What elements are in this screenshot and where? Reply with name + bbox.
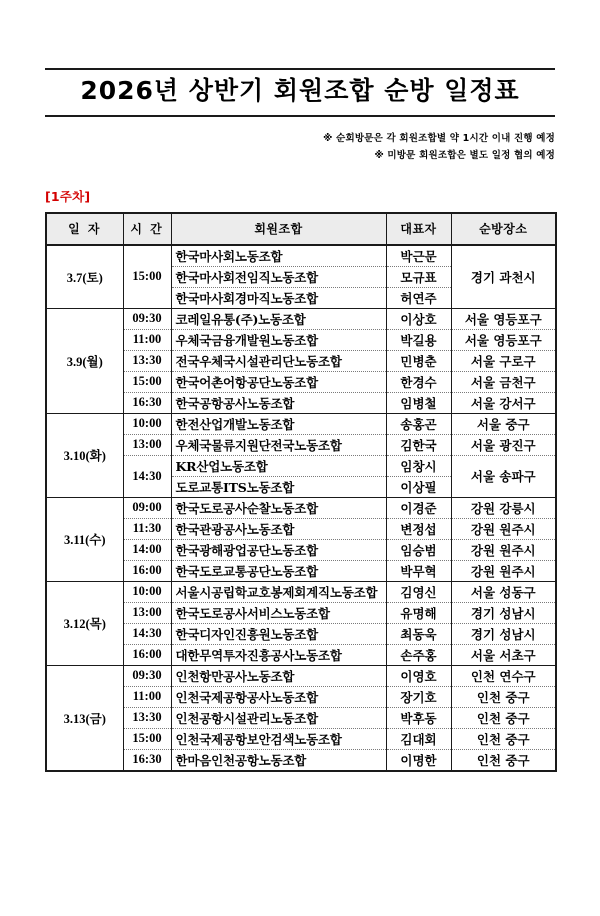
table-row [46, 623, 556, 644]
cell-place: 서울 송파구 [451, 455, 556, 497]
table-row [46, 434, 556, 455]
week-label: [1주차] [45, 188, 91, 204]
cell-time: 13:00 [123, 602, 171, 623]
table-row [46, 560, 556, 581]
cell-union-name: 한국마사회노동조합 [171, 245, 386, 267]
cell-date: 3.9(월) [46, 308, 123, 413]
table-row [46, 350, 556, 371]
table-row [46, 707, 556, 728]
cell-time: 14:30 [123, 455, 171, 497]
table-row [46, 497, 556, 518]
cell-representative: 임병철 [386, 392, 451, 413]
table-row [46, 581, 556, 602]
cell-date: 3.10(화) [46, 413, 123, 497]
table-row [46, 749, 556, 771]
cell-representative: 최동욱 [386, 623, 451, 644]
cell-union-name: 한국광해광업공단노동조합 [171, 539, 386, 560]
column-header-union: 회원조합 [171, 213, 386, 245]
cell-representative: 이영호 [386, 665, 451, 686]
cell-place: 서울 서초구 [451, 644, 556, 665]
cell-place: 서울 구로구 [451, 350, 556, 371]
cell-date: 3.13(금) [46, 665, 123, 771]
cell-time: 09:00 [123, 497, 171, 518]
cell-union-name: 인천국제공항공사노동조합 [171, 686, 386, 707]
note-line-1: ※ 순회방문은 각 회원조합별 약 1시간 이내 진행 예정 [323, 132, 555, 144]
cell-place: 강원 강릉시 [451, 497, 556, 518]
cell-representative: 장기호 [386, 686, 451, 707]
cell-time: 15:00 [123, 728, 171, 749]
table-row [46, 665, 556, 686]
cell-union-name: 한국도로교통공단노동조합 [171, 560, 386, 581]
cell-place: 서울 영등포구 [451, 308, 556, 329]
cell-representative: 변정섭 [386, 518, 451, 539]
cell-time: 14:00 [123, 539, 171, 560]
cell-time: 10:00 [123, 413, 171, 434]
cell-union-name: 한전산업개발노동조합 [171, 413, 386, 434]
cell-union-name: 우체국금융개발원노동조합 [171, 329, 386, 350]
cell-place: 경기 성남시 [451, 623, 556, 644]
cell-time: 11:30 [123, 518, 171, 539]
column-header-place: 순방장소 [451, 213, 556, 245]
cell-time: 09:30 [123, 308, 171, 329]
cell-representative: 박근문 [386, 245, 451, 267]
cell-place: 강원 원주시 [451, 560, 556, 581]
cell-union-name: 인천공항시설관리노동조합 [171, 707, 386, 728]
cell-union-name: 한국도로공사서비스노동조합 [171, 602, 386, 623]
cell-time: 16:00 [123, 560, 171, 581]
cell-union-name: 대한무역투자진흥공사노동조합 [171, 644, 386, 665]
cell-place: 강원 원주시 [451, 539, 556, 560]
column-header-date: 일 자 [46, 213, 123, 245]
table-row [46, 413, 556, 434]
cell-place: 서울 중구 [451, 413, 556, 434]
column-header-time: 시 간 [123, 213, 171, 245]
table-row [46, 308, 556, 329]
cell-union-name: 서울시공립학교호봉제회계직노동조합 [171, 581, 386, 602]
cell-representative: 이명한 [386, 749, 451, 771]
cell-place: 인천 연수구 [451, 665, 556, 686]
note-line-2: ※ 미방문 회원조합은 별도 일정 협의 예정 [374, 150, 555, 162]
cell-place: 서울 금천구 [451, 371, 556, 392]
cell-place: 인천 중구 [451, 749, 556, 771]
cell-union-name: 인천항만공사노동조합 [171, 665, 386, 686]
cell-union-name: 한국마사회경마직노동조합 [171, 287, 386, 308]
cell-time: 11:00 [123, 686, 171, 707]
cell-date: 3.12(목) [46, 581, 123, 665]
document-page [0, 68, 600, 916]
header-notes [45, 130, 555, 165]
cell-representative: 박후동 [386, 707, 451, 728]
cell-time: 15:00 [123, 245, 171, 309]
cell-union-name: 우체국물류지원단전국노동조합 [171, 434, 386, 455]
cell-union-name: 한마음인천공항노동조합 [171, 749, 386, 771]
cell-place: 서울 영등포구 [451, 329, 556, 350]
cell-representative: 송홍곤 [386, 413, 451, 434]
cell-representative: 유명해 [386, 602, 451, 623]
cell-union-name: 인천국제공항보안검색노동조합 [171, 728, 386, 749]
cell-time: 14:30 [123, 623, 171, 644]
cell-representative: 임승범 [386, 539, 451, 560]
cell-union-name: 전국우체국시설관리단노동조합 [171, 350, 386, 371]
cell-time: 13:30 [123, 350, 171, 371]
header-row [46, 213, 556, 245]
cell-time: 16:00 [123, 644, 171, 665]
cell-place: 강원 원주시 [451, 518, 556, 539]
cell-representative: 이경준 [386, 497, 451, 518]
cell-place: 서울 강서구 [451, 392, 556, 413]
table-row [46, 539, 556, 560]
cell-representative: 박길용 [386, 329, 451, 350]
cell-union-name: 한국공항공사노동조합 [171, 392, 386, 413]
cell-representative: 임창시 [386, 455, 451, 476]
cell-time: 10:00 [123, 581, 171, 602]
cell-representative: 손주홍 [386, 644, 451, 665]
cell-time: 15:00 [123, 371, 171, 392]
cell-representative: 박무혁 [386, 560, 451, 581]
cell-time: 09:30 [123, 665, 171, 686]
cell-representative: 이상필 [386, 476, 451, 497]
cell-place: 인천 중구 [451, 728, 556, 749]
cell-date: 3.11(수) [46, 497, 123, 581]
cell-time: 11:00 [123, 329, 171, 350]
table-row [46, 518, 556, 539]
cell-place: 서울 광진구 [451, 434, 556, 455]
cell-union-name: 한국어촌어항공단노동조합 [171, 371, 386, 392]
schedule-table [45, 212, 557, 772]
cell-time: 16:30 [123, 392, 171, 413]
table-row [46, 728, 556, 749]
cell-place: 경기 과천시 [451, 245, 556, 309]
cell-union-name: 한국도로공사순찰노동조합 [171, 497, 386, 518]
table-row [46, 455, 556, 476]
cell-time: 13:30 [123, 707, 171, 728]
cell-representative: 김한국 [386, 434, 451, 455]
cell-union-name: 도로교통ITS노동조합 [171, 476, 386, 497]
cell-place: 경기 성남시 [451, 602, 556, 623]
cell-place: 인천 중구 [451, 686, 556, 707]
cell-representative: 이상호 [386, 308, 451, 329]
table-row [46, 392, 556, 413]
cell-union-name: 한국관광공사노동조합 [171, 518, 386, 539]
table-row [46, 686, 556, 707]
table-row [46, 329, 556, 350]
table-row [46, 245, 556, 267]
cell-union-name: 한국마사회전임직노동조합 [171, 266, 386, 287]
cell-place: 인천 중구 [451, 707, 556, 728]
table-row [46, 371, 556, 392]
cell-time: 13:00 [123, 434, 171, 455]
column-header-representative: 대표자 [386, 213, 451, 245]
cell-representative: 한경수 [386, 371, 451, 392]
cell-date: 3.7(토) [46, 245, 123, 309]
cell-representative: 김영신 [386, 581, 451, 602]
cell-union-name: 코레일유통(주)노동조합 [171, 308, 386, 329]
cell-union-name: KR산업노동조합 [171, 455, 386, 476]
cell-representative: 모규표 [386, 266, 451, 287]
cell-union-name: 한국디자인진흥원노동조합 [171, 623, 386, 644]
cell-representative: 허연주 [386, 287, 451, 308]
table-body [46, 245, 556, 771]
page-title: 2026년 상반기 회원조합 순방 일정표 [80, 76, 520, 105]
cell-representative: 민병춘 [386, 350, 451, 371]
table-row [46, 602, 556, 623]
cell-representative: 김대회 [386, 728, 451, 749]
table-header [46, 213, 556, 245]
cell-place: 서울 성동구 [451, 581, 556, 602]
cell-time: 16:30 [123, 749, 171, 771]
table-row [46, 644, 556, 665]
title-block [45, 68, 555, 117]
